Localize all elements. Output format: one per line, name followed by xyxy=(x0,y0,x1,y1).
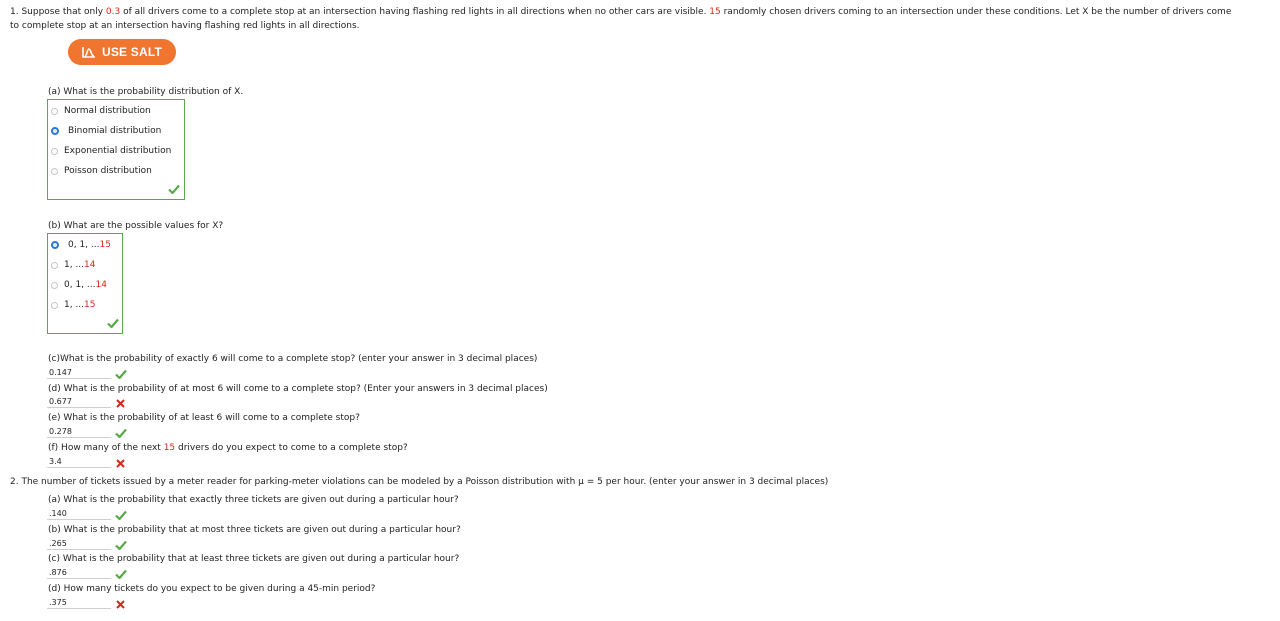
q1b-option-1[interactable]: 0, 1, ... 15 xyxy=(51,240,111,250)
q2a-answer-input[interactable]: .140 xyxy=(47,509,111,520)
salt-chart-icon xyxy=(82,46,96,58)
q1d-question: (d) What is the probability of at most 6 will come to a complete stop? (Enter your answers in 3 decimal places) xyxy=(48,384,548,394)
q1c-answer-input[interactable]: 0.147 xyxy=(47,368,111,379)
q1-sample-size: 15 xyxy=(709,7,721,17)
q1a-option-binomial[interactable]: Binomial distribution xyxy=(51,126,161,136)
radio-button[interactable] xyxy=(51,282,58,289)
q1e-question: (e) What is the probability of at least 6 will come to a complete stop? xyxy=(48,413,360,423)
q1-intro-line2: to complete stop at an intersection having flashing red lights in all directions. xyxy=(10,21,360,31)
x-icon xyxy=(116,600,125,609)
q1a-option-exponential[interactable]: Exponential distribution xyxy=(51,146,171,156)
q1b-option-2[interactable]: 1, ... 14 xyxy=(51,260,95,270)
check-icon xyxy=(115,510,127,520)
q1b-question: (b) What are the possible values for X? xyxy=(48,221,224,231)
radio-button[interactable] xyxy=(51,148,58,155)
use-salt-label: USE SALT xyxy=(101,45,163,59)
q1b-option-3[interactable]: 0, 1, ... 14 xyxy=(51,280,107,290)
check-icon xyxy=(107,318,119,328)
q2d-question: (d) How many tickets do you expect to be given during a 45-min period? xyxy=(48,584,376,594)
q1a-option-normal[interactable]: Normal distribution xyxy=(51,106,151,116)
q1-probability-value: 0.3 xyxy=(105,7,121,17)
x-icon xyxy=(116,399,125,408)
q1b-option-4[interactable]: 1, ... 15 xyxy=(51,300,95,310)
radio-button[interactable] xyxy=(51,168,58,175)
radio-button[interactable] xyxy=(51,302,58,309)
radio-button-selected[interactable] xyxy=(51,127,59,135)
q1a-question: (a) What is the probability distribution of X. xyxy=(48,87,244,97)
x-icon xyxy=(116,459,125,468)
q2c-question: (c) What is the probability that at least three tickets are given out during a particular hour? xyxy=(48,554,460,564)
check-icon xyxy=(115,569,127,579)
check-icon xyxy=(168,184,180,194)
q2d-answer-input[interactable]: .375 xyxy=(47,598,111,609)
q1d-answer-input[interactable]: 0.677 xyxy=(47,397,111,408)
q2a-question: (a) What is the probability that exactly three tickets are given out during a particular hour? xyxy=(48,495,459,505)
radio-button[interactable] xyxy=(51,108,58,115)
q1f-answer-input[interactable]: 3.4 xyxy=(47,457,111,468)
radio-button-selected[interactable] xyxy=(51,241,59,249)
radio-button[interactable] xyxy=(51,262,58,269)
q2b-answer-input[interactable]: .265 xyxy=(47,539,111,550)
check-icon xyxy=(115,540,127,550)
q1e-answer-input[interactable]: 0.278 xyxy=(47,427,111,438)
q1-intro: 1. Suppose that only 0.3 of all drivers come to a complete stop at an intersection having flashing red lights in all directions when no other cars are visible. 15 randomly chosen drivers coming to an intersection under these conditions. Let X be the number of drivers come xyxy=(10,7,1232,17)
q2c-answer-input[interactable]: .876 xyxy=(47,568,111,579)
check-icon xyxy=(115,428,127,438)
q1f-question: (f) How many of the next 15 drivers do you expect to come to a complete stop? xyxy=(48,443,408,453)
q2b-question: (b) What is the probability that at most three tickets are given out during a particular hour? xyxy=(48,525,461,535)
use-salt-button[interactable] xyxy=(68,39,176,65)
q1c-question: (c)What is the probability of exactly 6 will come to a complete stop? (enter your answer in 3 decimal places) xyxy=(48,354,538,364)
q2-intro: 2. The number of tickets issued by a meter reader for parking-meter violations can be modeled by a Poisson distribution with μ = 5 per hour. (enter your answer in 3 decimal places) xyxy=(10,477,829,487)
check-icon xyxy=(115,369,127,379)
q1a-option-poisson[interactable]: Poisson distribution xyxy=(51,166,152,176)
